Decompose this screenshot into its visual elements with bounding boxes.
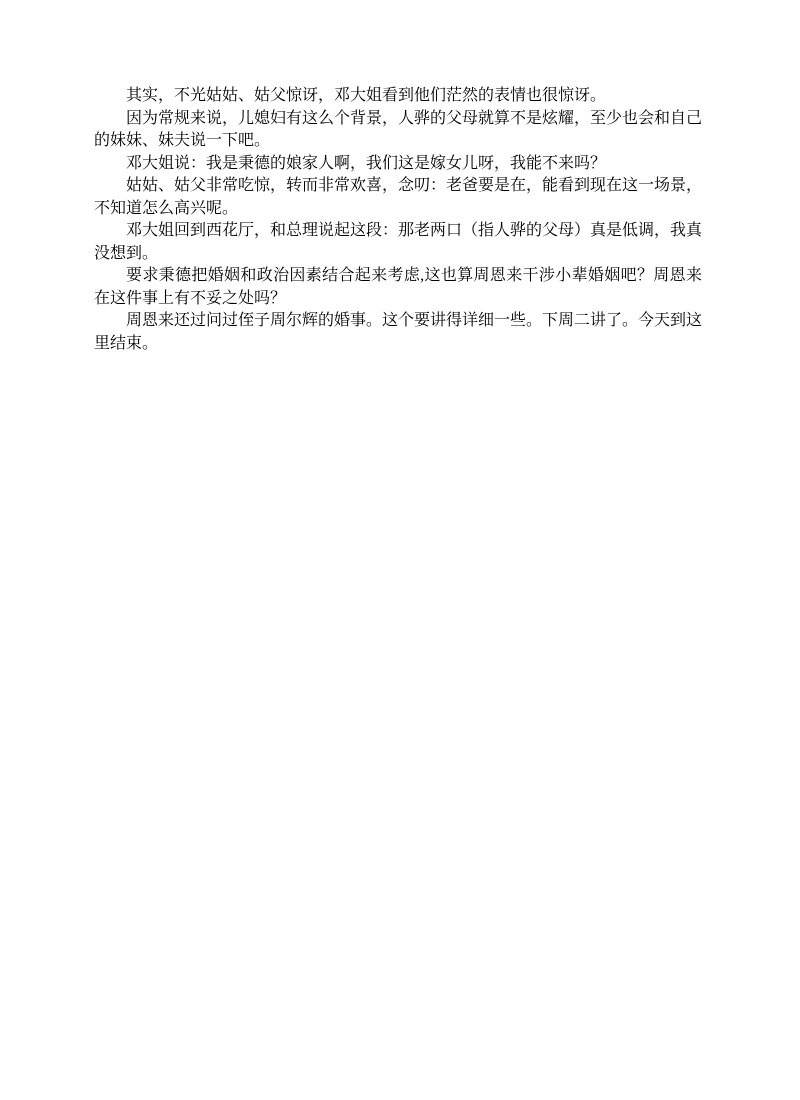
paragraph-2: 因为常规来说，儿媳妇有这么个背景，人骅的父母就算不是炫耀，至少也会和自己的妹妹、妹夫说一下吧。 [94,109,703,149]
paragraph-4: 姑姑、姑父非常吃惊，转而非常欢喜，念叨：老爸要是在，能看到现在这一场景，不知道怎么高兴呢。 [94,177,703,217]
paragraph-6: 要求秉德把婚姻和政治因素结合起来考虑,这也算周恩来干涉小辈婚姻吧？周恩来在这件事上有不妥之处吗？ [94,267,702,307]
paragraph-1: 其实，不光姑姑、姑父惊讶，邓大姐看到他们茫然的表情也很惊讶。 [126,87,607,104]
paragraph-3: 邓大姐说：我是秉德的娘家人啊，我们这是嫁女儿呀，我能不来吗？ [126,154,607,172]
paragraph-7: 周恩来还过问过侄子周尔辉的婚事。这个要讲得详细一些。下周二讲了。今天到这里结束。 [94,312,703,352]
paragraph-5: 邓大姐回到西花厅，和总理说起这段：那老两口（指人骅的父母）真是低调，我真没想到。 [94,222,703,262]
document-text-block [94,85,702,355]
